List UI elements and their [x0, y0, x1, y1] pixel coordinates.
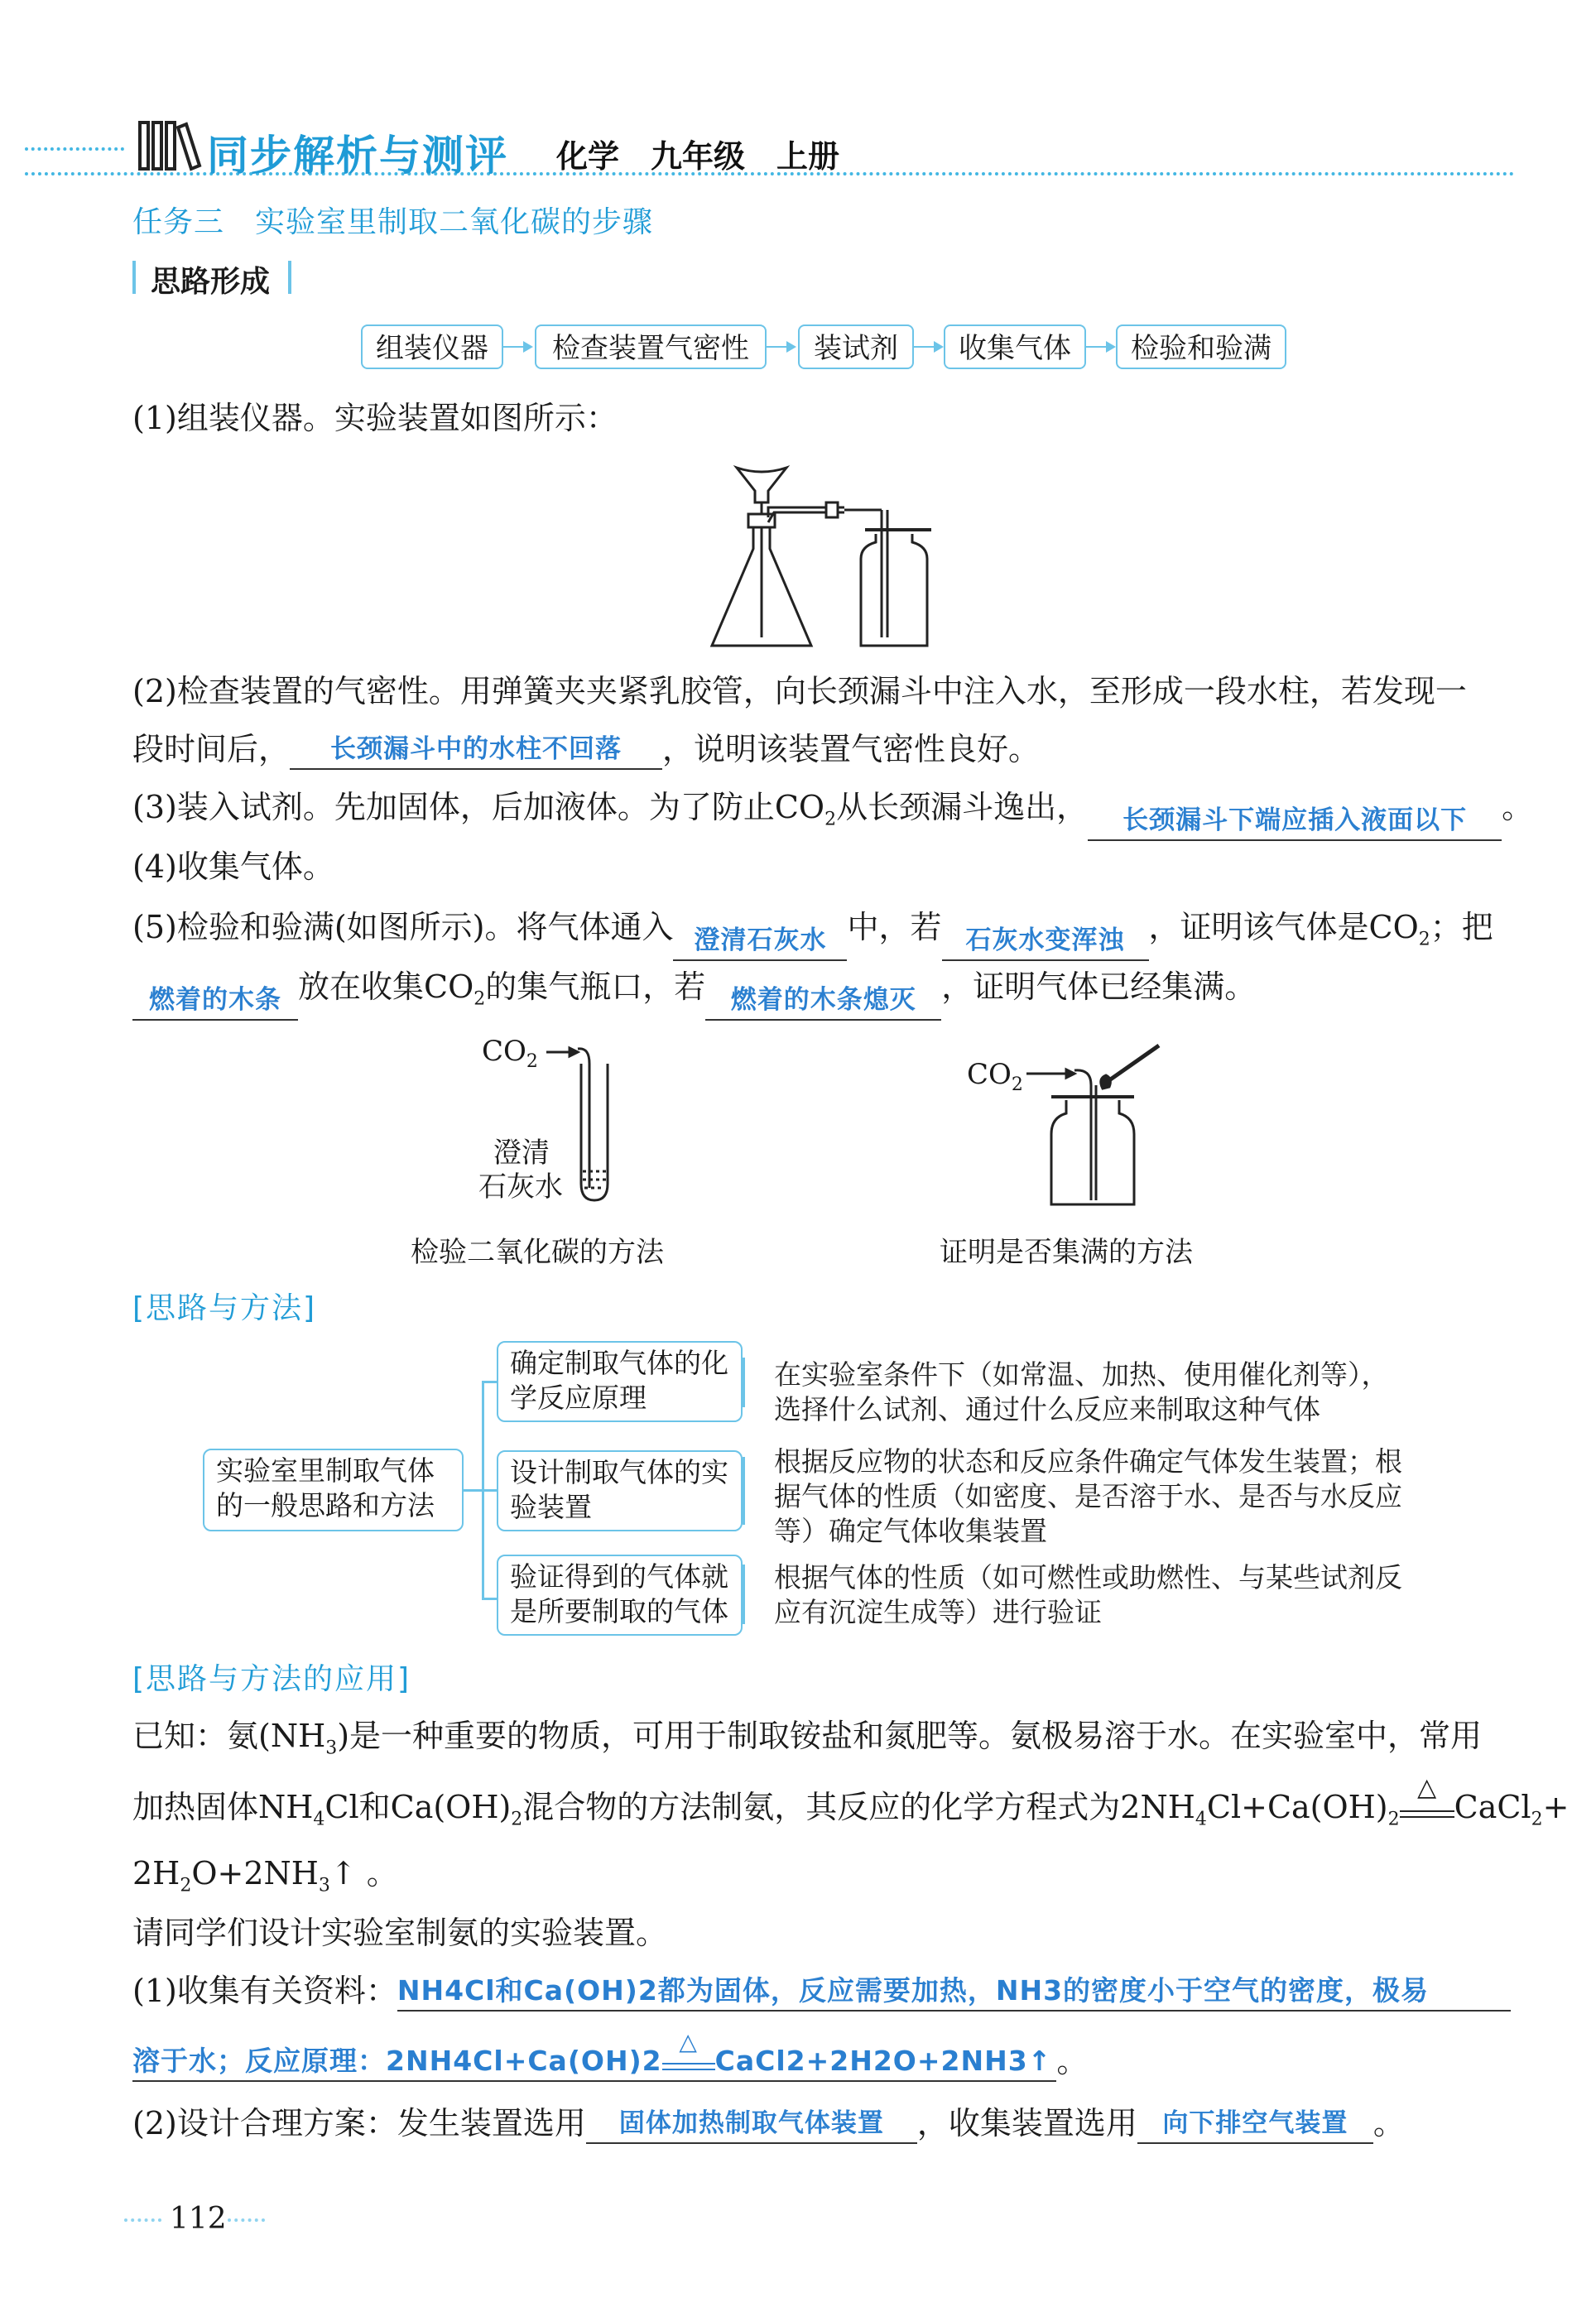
equals-sign	[1400, 1810, 1454, 1818]
flow-arrow	[914, 346, 942, 348]
subject-label: 化学 九年级 上册	[556, 138, 840, 175]
apparatus-diagram	[695, 451, 944, 658]
co2-label-right: $CO_2$	[967, 1058, 1023, 1095]
flow-arrow	[1086, 346, 1114, 348]
step-2-line-1: (2)检查装置的气密性。用弹簧夹夹紧乳胶管，向长颈漏斗中注入水，至形成一段水柱，若发现一	[132, 673, 1467, 709]
branch-3-desc-line-2: 应有沉淀生成等）进行验证	[774, 1596, 1102, 1628]
flow-step-collect: 收集气体	[944, 324, 1086, 369]
app-q1-line-2: 溶于水；反应原理：2NH4Cl+Ca(OH)2 △ CaCl2+2H2O+2NH3↑ 。	[132, 2040, 1088, 2082]
mindmap-root-line-1: 实验室里制取气体	[216, 1454, 435, 1487]
branch-1-desc-line-1: 在实验室条件下（如常温、加热、使用催化剂等），	[774, 1358, 1389, 1391]
mindmap-connector	[482, 1381, 497, 1383]
delta-sign: △	[1417, 1773, 1437, 1802]
books-icon	[137, 116, 203, 174]
answer-stick-out: 燃着的木条熄灭	[705, 981, 941, 1021]
mindmap-connector	[482, 1489, 497, 1492]
mindmap-branch-1	[497, 1341, 743, 1422]
mindmap-root-line-2: 的一般思路和方法	[216, 1489, 435, 1521]
answer-burning-stick: 燃着的木条	[132, 981, 298, 1021]
branch-3-line-1: 验证得到的气体就	[510, 1560, 728, 1593]
answer-funnel-tip: 长颈漏斗下端应插入液面以下	[1088, 801, 1502, 841]
step-5-text-6: 的集气瓶口，若	[485, 969, 706, 1005]
answer-airtight: 长颈漏斗中的水柱不回落	[290, 730, 662, 770]
answer-q1-part-2: 溶于水；反应原理：2NH4Cl+Ca(OH)2 △ CaCl2+2H2O+2NH3↑	[132, 2042, 1056, 2082]
page-number: 112	[170, 2202, 227, 2236]
answer-limewater: 澄清石灰水	[673, 921, 847, 961]
branch-2-desc-line-2: 据气体的性质（如密度、是否溶于水、是否与水反应	[774, 1480, 1402, 1512]
step-5-line-2	[132, 966, 1256, 1021]
step-2-prefix: 段时间后，	[132, 731, 291, 767]
app-intro-line-1: 已知：氨$(NH_3)$是一种重要的物质，可用于制取铵盐和氮肥等。氨极易溶于水。在实验室中，常用	[132, 1718, 1483, 1759]
section-title-application: [思路与方法的应用]	[132, 1662, 411, 1696]
co2-subscript: 2	[824, 809, 837, 830]
mindmap-brace	[743, 1565, 745, 1624]
step-1: (1)组装仪器。实验装置如图所示：	[132, 400, 618, 436]
mindmap-connector	[464, 1489, 482, 1492]
mindmap-connector	[482, 1598, 497, 1600]
app-intro-line-3: $2H_2O+2NH_3↑$ 。	[132, 1855, 398, 1896]
footer-dots-left	[124, 2218, 161, 2222]
branch-2-desc-line-1: 根据反应物的状态和反应条件确定气体发生装置；根	[774, 1445, 1402, 1478]
app-q2: (2)设计合理方案：发生装置选用 固体加热制取气体装置 ，收集装置选用 向下排空气装置 。	[132, 2103, 1405, 2144]
section-bar-left	[132, 261, 136, 294]
step-5-text-4: ；把	[1430, 909, 1493, 945]
footer-dots-right	[228, 2218, 265, 2222]
branch-3-line-2: 是所要制取的气体	[510, 1595, 728, 1627]
flow-step-airtight: 检查装置气密性	[535, 324, 767, 369]
co2-subscript: 2	[1418, 929, 1430, 950]
step-5-line-1	[132, 906, 1493, 961]
branch-3-desc-line-1: 根据气体的性质（如可燃性或助燃性、与某些试剂反	[774, 1561, 1402, 1593]
answer-generator: 固体加热制取气体装置	[586, 2104, 917, 2144]
answer-q1-part-1: NH4Cl和Ca(OH)2都为固体，反应需要加热，NH3的密度小于空气的密度，极易	[397, 1972, 1511, 2012]
step-4: (4)收集气体。	[132, 848, 334, 885]
mindmap-branch-3	[497, 1555, 743, 1636]
flow-step-verify: 检验和验满	[1116, 324, 1286, 369]
flow-step-assemble: 组装仪器	[361, 324, 503, 369]
gas-bottle-diagram	[1026, 1039, 1175, 1213]
branch-2-line-1: 设计制取气体的实	[510, 1456, 728, 1488]
app-intro-line-2: 加热固体$NH_4Cl$和$Ca(OH)_2$混合物的方法制氨，其反应的化学方程式为$2NH_4Cl+Ca(OH)_2$ △ CaCl$_2$+	[132, 1786, 1569, 1841]
branch-2-line-2: 验装置	[510, 1491, 592, 1523]
step-5-text-1: (5)检验和验满(如图所示)。将气体通入	[132, 909, 674, 945]
flow-arrow	[503, 346, 531, 348]
branch-1-desc	[774, 1358, 1389, 1427]
section-title-method: [思路与方法]	[132, 1291, 317, 1325]
lime-label-1: 澄清	[493, 1137, 550, 1170]
step-3-prefix: (3)装入试剂。先加固体，后加液体。为了防止CO	[132, 789, 825, 825]
step-3-suffix: 。	[1502, 789, 1534, 825]
header-dots-left	[25, 147, 124, 151]
step-3	[132, 786, 1533, 841]
step-5-text-7: ，证明气体已经集满。	[941, 969, 1257, 1005]
step-3-mid: 从长颈漏斗逸出，	[836, 789, 1089, 825]
branch-2-desc-line-3: 等）确定气体收集装置	[774, 1515, 1047, 1547]
caption-test-co2: 检验二氧化碳的方法	[411, 1236, 664, 1269]
app-ask: 请同学们设计实验室制氨的实验装置。	[132, 1915, 668, 1951]
caption-full-check: 证明是否集满的方法	[940, 1236, 1193, 1269]
answer-turbid: 石灰水变浑浊	[942, 921, 1149, 961]
section-title-thinking: 思路形成	[151, 265, 271, 299]
flow-step-reagent: 装试剂	[798, 324, 914, 369]
step-2-line-2	[132, 728, 1040, 770]
brand-title: 同步解析与测评	[207, 132, 508, 180]
step-5-text-2: 中，若	[847, 909, 942, 945]
branch-3-desc	[774, 1560, 1402, 1630]
co2-label-left: $CO_2$	[482, 1035, 538, 1072]
flow-arrow	[767, 346, 795, 348]
mindmap-brace	[743, 1358, 745, 1407]
mindmap-root	[203, 1449, 464, 1531]
step-5-text-3: ，证明该气体是CO	[1148, 909, 1419, 945]
step-2-suffix: ，说明该装置气密性良好。	[662, 731, 1041, 767]
lime-label-2: 石灰水	[478, 1170, 563, 1204]
mindmap-branch-2	[497, 1450, 743, 1531]
section-bar-right	[288, 261, 291, 294]
co2-subscript: 2	[474, 988, 486, 1010]
step-5-text-5: 放在收集CO	[298, 969, 474, 1005]
mindmap-brace	[743, 1457, 745, 1525]
app-q1-line-1: (1)收集有关资料：NH4Cl和Ca(OH)2都为固体，反应需要加热，NH3的密度小于空气的密度，极易	[132, 1970, 1511, 2012]
branch-1-line-1: 确定制取气体的化	[510, 1347, 728, 1379]
branch-1-desc-line-2: 选择什么试剂、通过什么反应来制取这种气体	[774, 1393, 1320, 1425]
task-title: 任务三 实验室里制取二氧化碳的步骤	[132, 205, 654, 239]
branch-2-desc	[774, 1444, 1402, 1549]
branch-1-line-2: 学反应原理	[510, 1382, 647, 1414]
answer-collector: 向下排空气装置	[1137, 2104, 1373, 2144]
